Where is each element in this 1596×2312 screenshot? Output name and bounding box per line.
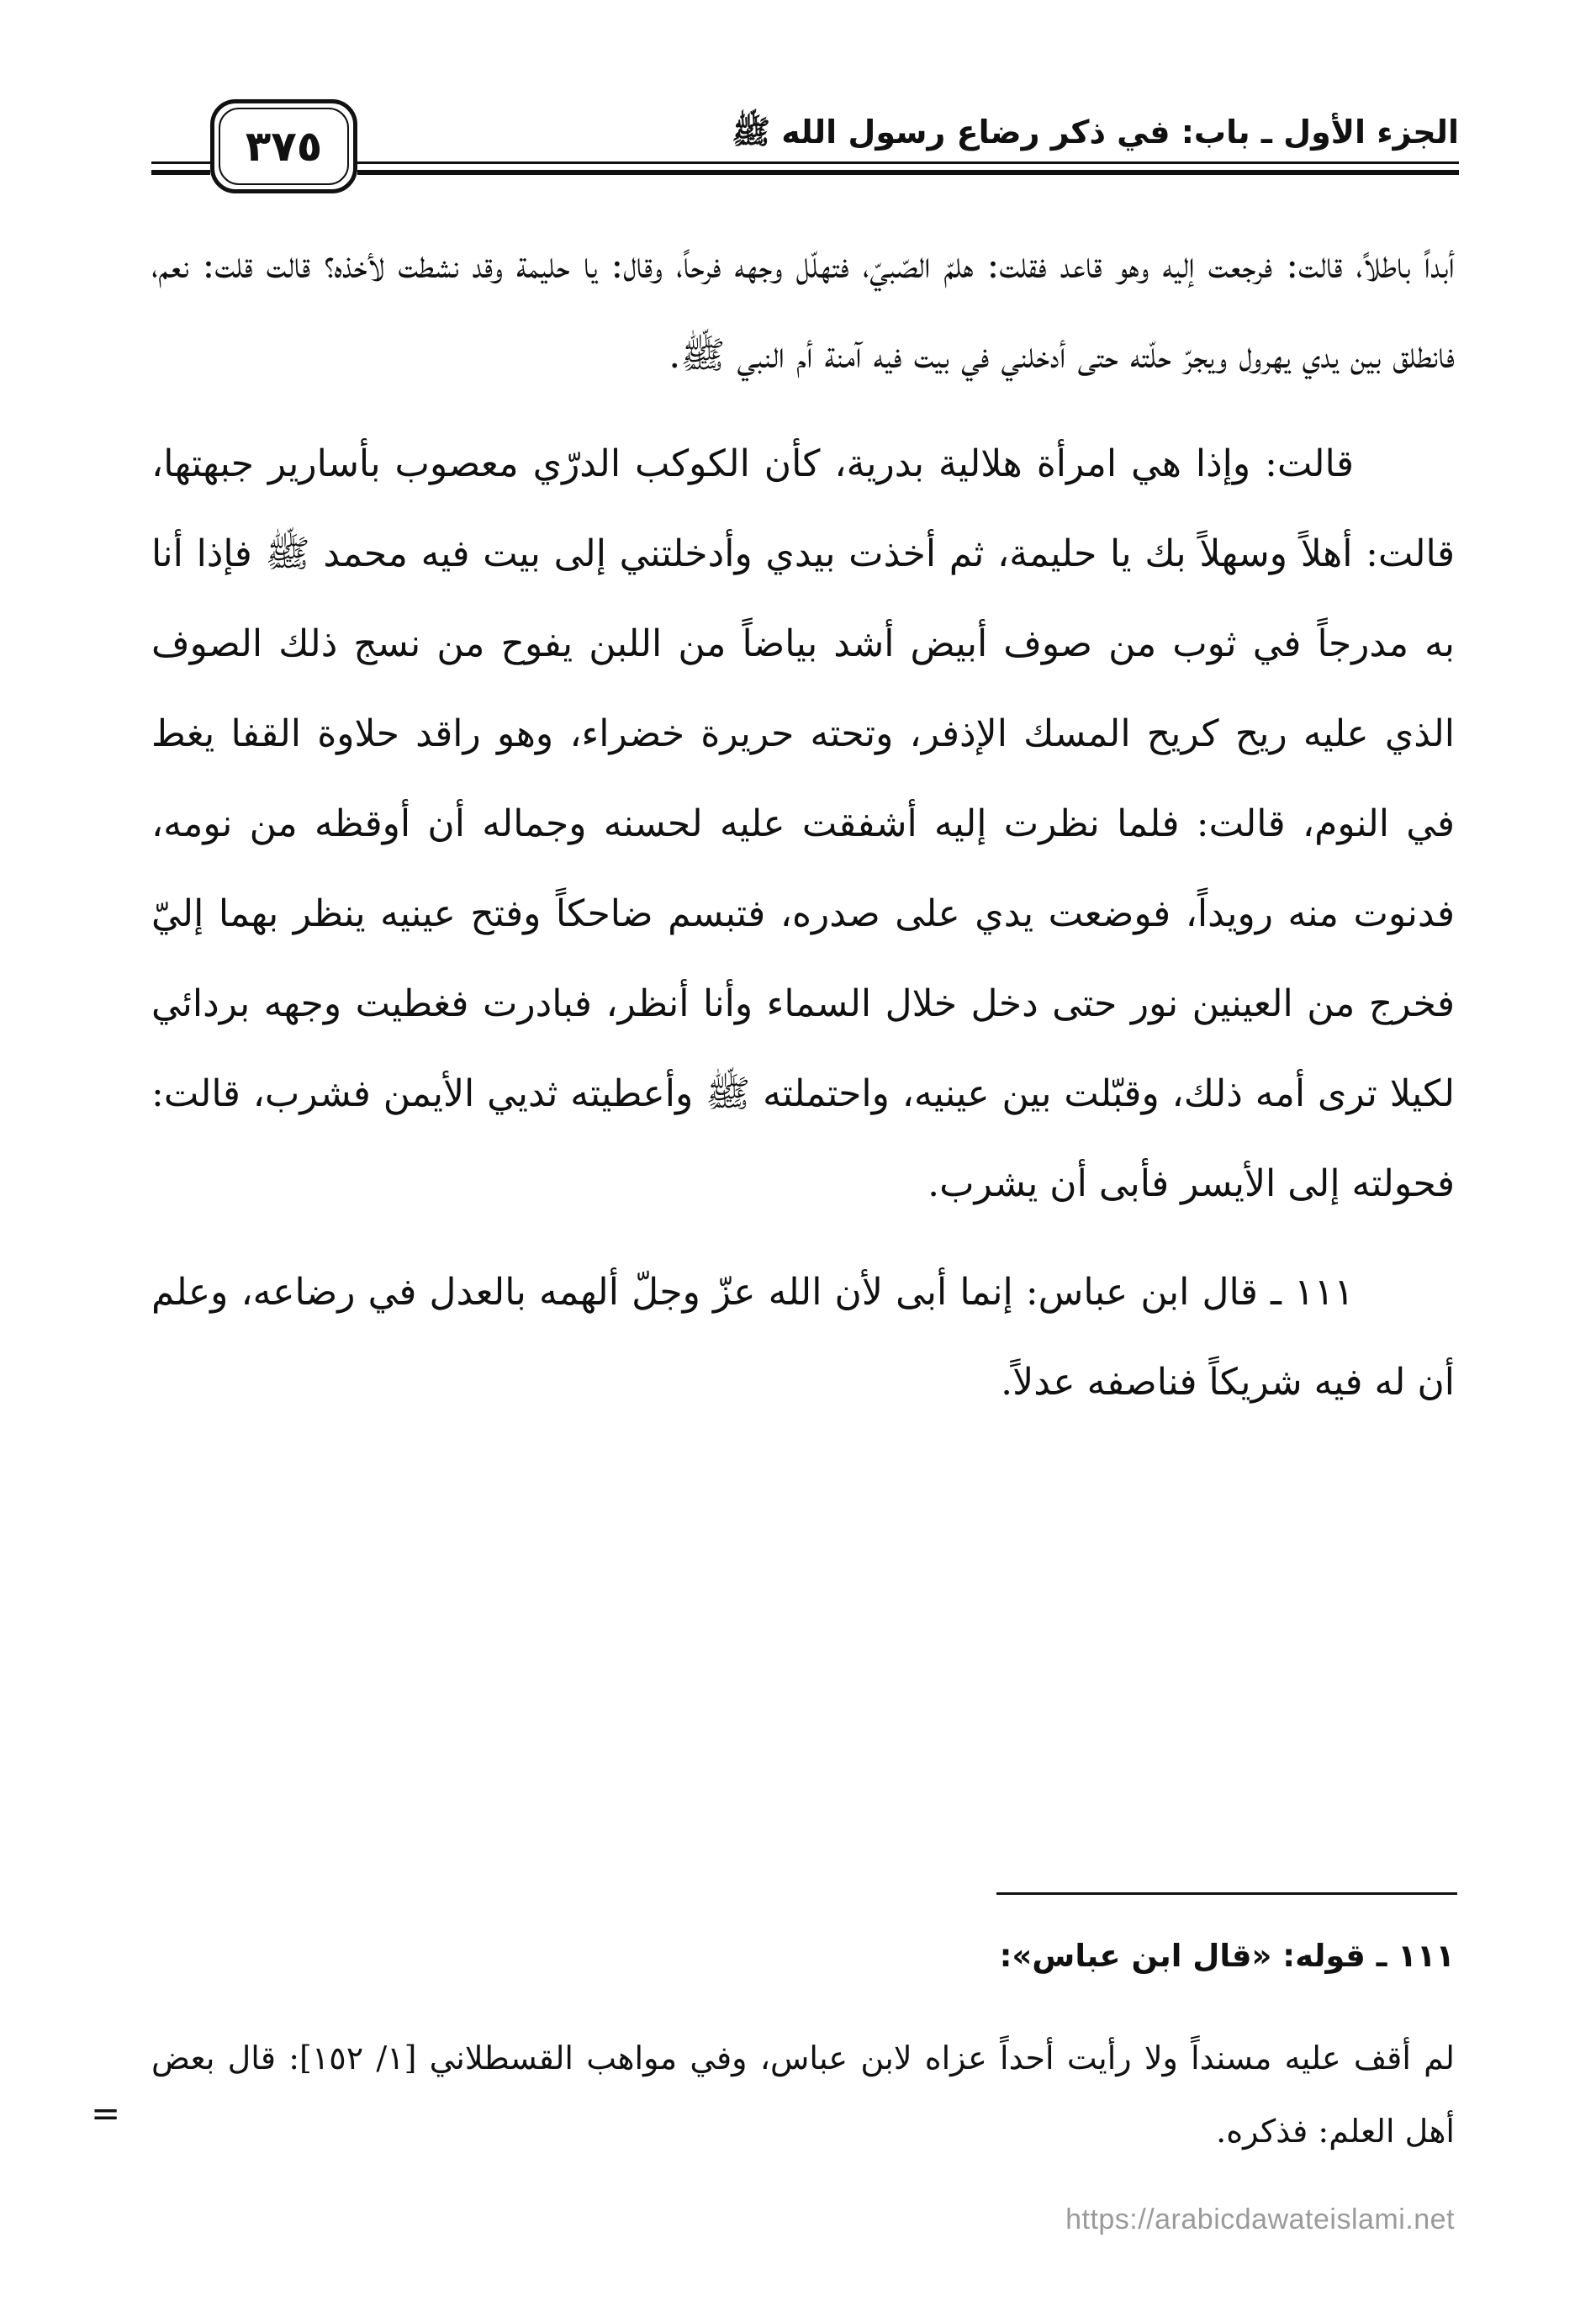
page-header: [151, 99, 1459, 200]
header-rule-left: [151, 161, 210, 164]
paragraph-1: أبداً باطلاً، قالت: فرجعت إليه وهو قاعد فقلت: هلمّ الصّبيّ، فتهلّل وجهه فرحاً، وقال: يا حليمة وقد نشطت لأخذه؟ قالت قلت: نعم، فانطلق بين يدي يهرول ويجرّ حلّته حتى أدخلني في بيت فيه آمنة أم النبي ﷺ.: [151, 244, 1455, 377]
header-rule-left-thick: [151, 170, 210, 175]
page-number: ٣٧٥: [219, 108, 349, 185]
footnote-separator: [996, 1892, 1457, 1895]
paragraph-gap: [151, 400, 1455, 419]
paragraph-gap: [151, 1229, 1455, 1247]
running-head-title: الجزء الأول ـ باب: في ذكر رضاع رسول الله ﷺ: [732, 114, 1459, 151]
continuation-mark: =: [91, 2092, 121, 2134]
main-text: [151, 220, 1455, 1427]
paragraph-2: قالت: وإذا هي امرأة هلالية بدرية، كأن الكوكب الدرّي معصوب بأسارير جبهتها، قالت: أهلاً وسهلاً بك يا حليمة، ثم أخذت بيدي وأدخلتني إلى بيت فيه محمد ﷺ فإذا أنا به مدرجاً في ثوب من صوف أبيض أشد بياضاً من اللبن يفوح من نسج ذلك الصوف الذي عليه ريح كريح المسك الإذفر، وتحته حريرة خضراء، وهو راقد حلاوة القفا يغط في النوم، قالت: فلما نظرت إليه أشفقت عليه لحسنه وجماله أن أوقظه من نومه، فدنوت منه رويداً، فوضعت يدي على صدره، فتبسم ضاحكاً وفتح عينيه ينظر بهما إليّ فخرج من العينين نور حتى دخل خلال السماء وأنا أنظر، فبادرت فغطيت وجهه بردائي لكيلا ترى أمه ذلك، وقبّلت بين عينيه، واحتملته ﷺ وأعطيته ثديي الأيمن فشرب، قالت: فحولته إلى الأيسر فأبى أن يشرب.: [151, 442, 1455, 1205]
header-rule: [357, 161, 1459, 164]
paragraph-3: ١١١ ـ قال ابن عباس: إنما أبى لأن الله عزّ وجلّ ألهمه بالعدل في رضاعه، وعلم أن له فيه شريكاً فناصفه عدلاً.: [151, 1271, 1455, 1404]
footnote-text: لم أقف عليه مسنداً ولا رأيت أحداً عزاه لابن عباس، وفي مواهب القسطلاني [١/ ١٥٢]: قال بعض أهل العلم: فذكره.: [151, 2040, 1455, 2150]
footnote: [151, 1931, 1455, 2168]
watermark-url: https://arabicdawateislami.net: [1065, 2204, 1455, 2235]
footnote-title: ١١١ ـ قوله: «قال ابن عباس»:: [999, 1938, 1455, 1974]
page-number-frame: [210, 99, 357, 193]
header-rule-thick: [357, 170, 1459, 175]
